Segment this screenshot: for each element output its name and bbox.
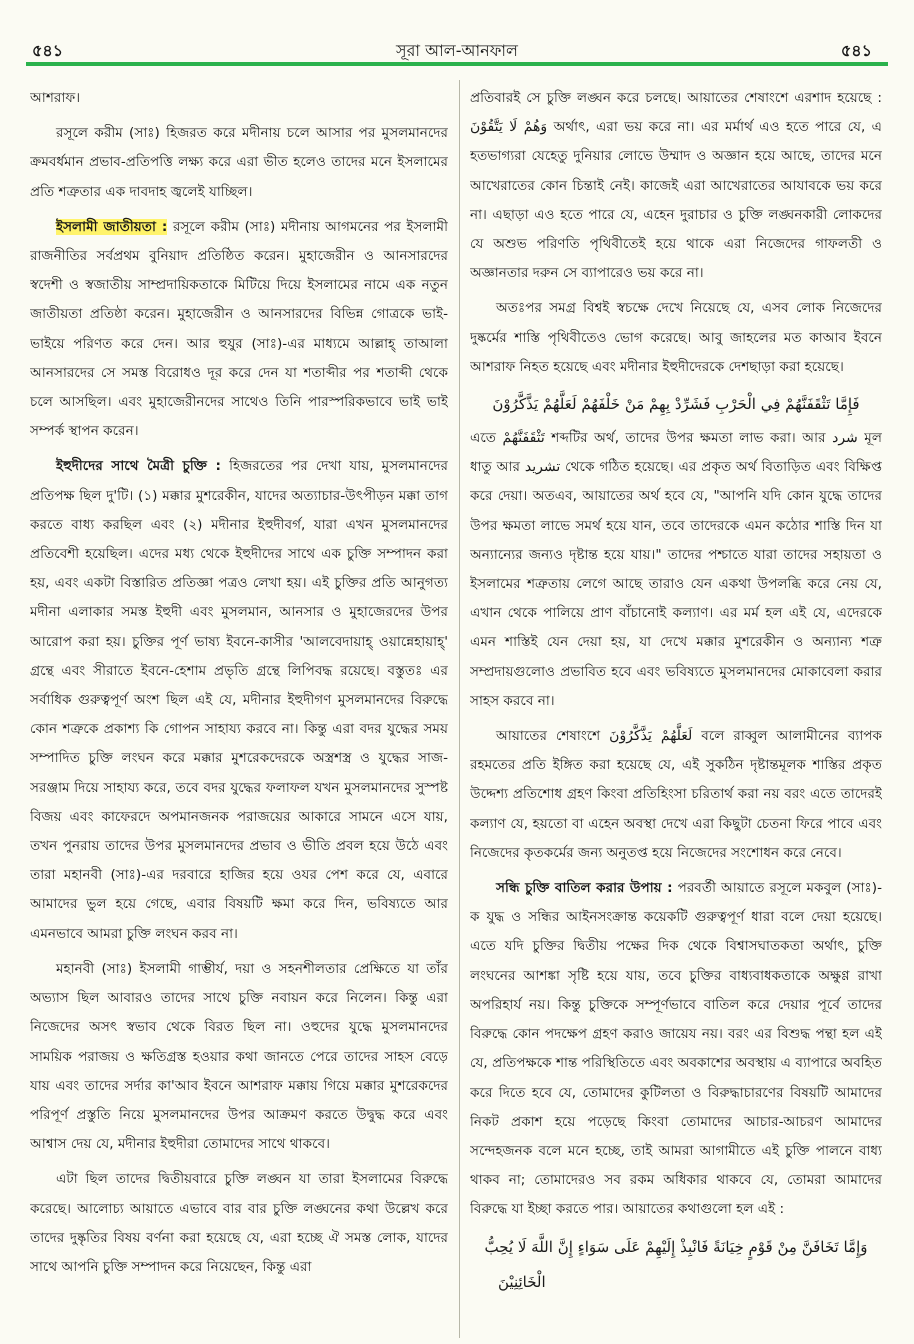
paragraph-text: মূল ধাতু আর: [470, 430, 882, 476]
header-rule: [26, 62, 888, 66]
left-column: [30, 84, 448, 1334]
paragraph-text: আয়াতের শেষাংশে: [496, 728, 601, 745]
quran-verse: وَإِمَّا تَخَافَنَّ مِنْ قَوْمٍ خِيَانَةً فَانْبِذْ إِلَيْهِمْ عَلَى سَوَاءٍ إِنَّ اللَّهَ لَا يُحِبُّ: [484, 1237, 868, 1256]
section-heading: সন্ধি চুক্তি বাতিল করার উপায় :: [496, 880, 673, 897]
paragraph: আশরাফ।: [30, 90, 81, 106]
arabic-phrase: لَعَلَّهُمْ يَذَّكَّرُوْنَ: [609, 728, 693, 745]
quran-verse-end: الْخَائِنِيْنَ: [498, 1272, 546, 1291]
paragraph: [470, 874, 882, 1224]
arabic-word: شرد: [832, 430, 858, 447]
paragraph: [30, 452, 448, 948]
page-header: [0, 0, 914, 62]
paragraph-text: অর্থাৎ, এরা ভয় করে না। এর মর্মার্থ এও হতে পারে যে, এ হতভাগ্যরা যেহেতু দুনিয়ার লোভে উম্মাদ ও অজ্ঞান হয়ে আছে, তাদের মনে আখেরাতের কোন চিন্তাই নেই। কাজেই এরা আখেরাতের আযাবকে ভয় করে না। এছাড়া এও হতে পারে যে, এহেন দুরাচার ও চুক্তি লঙ্ঘনকারী লোকদের যে অশুভ পরিণতি পৃথিবীতেই হয়ে থাকে এরা নিজেদের গাফলতী ও অজ্ঞানতার দরুন সে ব্যাপারেও ভয় করে না।: [470, 119, 882, 282]
paragraph: মহানবী (সাঃ) ইসলামী গাম্ভীর্য, দয়া ও সহনশীলতার প্রেক্ষিতে যা তাঁর অভ্যাস ছিল আবারও তাদের সাথে চুক্তি নবায়ন করে নিলেন। কিন্তু এরা নিজেদের অসৎ স্বভাব থেকে বিরত ছিল না। ওহুদের যুদ্ধে মুসলমানদের সাময়িক পরাজয় ও ক্ষতিগ্রস্ত হওয়ার কথা জানতে পেরে তাদের সাহস বেড়ে যায় এবং তাদের সর্দার কা'আব ইবনে আশরাফ মক্কায় গিয়ে মক্কার মুশরেকদের পরিপূর্ণ প্রস্তুতি নিয়ে মুসলমানদের উপর আক্রমণ করতে উদ্বুদ্ধ করে এবং আশ্বাস দেয় যে, মদীনার ইহুদীরা তোমাদের সাথে থাকবে।: [30, 960, 448, 1153]
paragraph-text: বলে রাব্বুল আলামীনের ব্যাপক রহমতের প্রতি ইঙ্গিত করা হয়েছে যে, এই সুকঠিন দৃষ্টান্তমূলক শাস্তির প্রকৃত উদ্দেশ্য প্রতিশোধ গ্রহণ কিংবা প্রতিহিংসা চরিতার্থ করা নয় বরং এতে তাদেরই কল্যাণ যে, হয়তো বা এহেন অবস্থা দেখে এরা কিছুটা চেতনা ফিরে পাবে এবং নিজেদের কৃতকর্মের জন্য অনুতপ্ত হয়ে নিজেদের সংশোধন করে নেবে।: [470, 728, 882, 861]
paragraph-text: প্রতিবারই সে চুক্তি লঙ্ঘন করে চলছে। আয়াতের শেষাংশে এরশাদ হয়েছে :: [470, 90, 882, 106]
paragraph-text: এতে: [470, 430, 497, 447]
page-number-right: ৫৪১: [840, 41, 872, 60]
page-number-left: ৫৪১: [32, 41, 64, 60]
surah-title: সূরা আল-আনফাল: [396, 41, 518, 60]
right-column: [470, 84, 882, 1334]
arabic-word: تَثْقَفَنَّهُمْ: [502, 430, 545, 447]
paragraph: [470, 84, 882, 288]
paragraph: রসূলে করীম (সাঃ) হিজরত করে মদীনায় চলে আসার পর মুসলমানদের ক্রমবর্ধমান প্রভাব-প্রতিপত্তি লক্ষ্য করে এরা ভীত হলেও তাদের মনে ইসলামের প্রতি শত্রুতার এক দাবদাহ জ্বলেই যাচ্ছিল।: [30, 125, 448, 200]
paragraph-text: রসূলে করীম (সাঃ) মদীনায় আগমনের পর ইসলামী রাজনীতির সর্বপ্রথম বুনিয়াদ প্রতিষ্ঠিত করেন। মুহাজেরীন ও আনসারদের স্বদেশী ও স্বজাতীয় সাম্প্রদায়িকতাকে মিটিয়ে দিয়ে ইসলামের নামে এক নতুন জাতীয়তা প্রতিষ্ঠা করেন। মুহাজেরীন ও আনসারদের বিভিন্ন গোত্রকে ভাই-ভাইয়ে পরিণত করে দেন। আর হুযুর (সাঃ)-এর মাধ্যমে আল্লাহ্ তাআলা আনসারদের সে সমস্ত বিরোধও দূর করে দেন যা শতাব্দীর পর শতাব্দী থেকে চলে আসছিল। এবং মুহাজেরীনদের সাথেও তিনি পারস্পরিকভাবে ভাই ভাই সম্পর্ক স্থাপন করেন।: [30, 218, 448, 440]
paragraph-text: শব্দটির অর্থ, তাদের উপর ক্ষমতা লাভ করা। আর: [551, 430, 826, 447]
column-divider: [459, 80, 460, 1338]
paragraph: অতঃপর সমগ্র বিশ্বই স্বচক্ষে দেখে নিয়েছে যে, এসব লোক নিজেদের দুষ্কর্মের শাস্তি পৃথিবীতেও ভোগ করেছে। আবু জাহলের মত কাআব ইবনে আশরাফ নিহত হয়েছে এবং মদীনার ইহুদীদেরকে দেশছাড়া করা হয়েছে।: [470, 300, 882, 375]
section-heading: ইহুদীদের সাথে মৈত্রী চুক্তি :: [56, 458, 221, 475]
section-heading: ইসলামী জাতীয়তা :: [56, 218, 168, 235]
paragraph: এটা ছিল তাদের দ্বিতীয়বারে চুক্তি লঙ্ঘন যা তারা ইসলামের বিরুদ্ধে করেছে। আলোচ্য আয়াতে এভাবে বার বার চুক্তি লঙ্ঘনের কথা উল্লেখ করে তাদের দুষ্কৃতির বিষয় বর্ণনা করা হয়েছে যে, এরা হচ্ছে ঐ সমস্ত লোক, যাদের সাথে আপনি চুক্তি সম্পাদন করে নিয়েছেন, কিন্তু এরা: [30, 1171, 448, 1275]
paragraph: [470, 424, 882, 716]
arabic-word: تشريد: [524, 459, 561, 476]
arabic-phrase: وَهُمْ لَا يَتَّقُوْنَ: [470, 119, 548, 136]
paragraph-text: থেকে গঠিত হয়েছে। এর প্রকৃত অর্থ বিতাড়িত এবং বিক্ষিপ্ত করে দেয়া। অতএব, আয়াতের অর্থ হবে যে, "আপনি যদি কোন যুদ্ধে তাদের উপর ক্ষমতা লাভে সমর্থ হয়ে যান, তবে তাদেরকে এমন কঠোর শাস্তি দিন যা অন্যান্যের জন্যও দৃষ্টান্ত হয়ে যায়।" তাদের পশ্চাতে যারা তাদের সহায়তা ও ইসলামের শত্রুতায় লেগে আছে তারাও যেন একথা উপলব্ধি করে নেয় যে, এখান থেকে পালিয়ে প্রাণ বাঁচানোই কল্যাণ। এর মর্ম হল এই যে, এদেরকে এমন শাস্তিই যেন দেয়া হয়, যা দেখে মক্কার মুশরেকীন ও অন্যান্য শত্রু সম্প্রদায়গুলোও প্রভাবিত হবে এবং ভবিষ্যতে মুসলমানদের মোকাবেলা করার সাহস করবে না।: [470, 459, 882, 709]
quran-verse: فَإِمَّا تَثْقَفَنَّهُمْ فِي الْحَرْبِ فَشَرِّدْ بِهِمْ مَنْ خَلْفَهُمْ لَعَلَّهُمْ يَذَّكَّرُوْنَ: [492, 395, 860, 414]
paragraph: [30, 213, 448, 447]
paragraph-text: হিজরতের পর দেখা যায়, মুসলমানদের প্রতিপক্ষ ছিল দু'টি। (১) মক্কার মুশরেকীন, যাদের অত্যাচার-উৎপীড়ন মক্কা তাগ করতে বাধ্য করছিল এবং (২) মদীনার ইহুদীবর্গ, যারা এখন মুসলমানদের প্রতিবেশী হয়েছিল। এদের মধ্য থেকে ইহুদীদের সাথে এক চুক্তি সম্পাদন করা হয়, এবং একটা বিস্তারিত প্রতিজ্ঞা পত্রও লেখা হয়। এই চুক্তির প্রতি আনুগত্য মদীনা এলাকার সমস্ত ইহুদী এবং মুসলমান, আনসার ও মুহাজেরদের উপর আরোপ করা হয়। চুক্তির পূর্ণ ভাষ্য ইবনে-কাসীর 'আলবেদায়াহ্ ওয়ান্নেহায়াহ্' গ্রন্থে এবং সীরাতে ইবনে-হেশাম প্রভৃতি গ্রন্থে লিপিবদ্ধ রয়েছে। বস্তুতঃ এর সর্বাধিক গুরুত্বপূর্ণ অংশ ছিল এই যে, মদীনার ইহুদীগণ মুসলমানদের বিরুদ্ধে কোন শত্রুকে প্রকাশ্য কি গোপন সাহায্য করবে না। কিন্তু এরা বদর যুদ্ধের সময় সম্পাদিত চুক্তি লংঘন করে মক্কার মুশরেকদেরকে অস্ত্রশস্ত্র ও যুদ্ধের সাজ-সরঞ্জাম দিয়ে সাহায্য করে, তবে বদর যুদ্ধের ফলাফল যখন মুসলমানদের সুস্পষ্ট বিজয় এবং কাফেরদে অপমানজনক পরাজয়ের আকারে সামনে এসে যায়, তখন পুনরায় তাদের উপর মুসলমানদের প্রভাব ও ভীতি প্রবল হয়ে উঠে এবং তারা মহানবী (সাঃ)-এর দরবারে হাজির হয়ে ওযর পেশ করে যে, এবারে আমাদের ভুল হয়ে গেছে, এবার বিষয়টি ক্ষমা করে দিন, ভবিষ্যতে আর এমনভাবে আমরা চুক্তি লংঘন করব না।: [30, 458, 448, 942]
paragraph: [470, 722, 882, 868]
paragraph-text: পরবর্তী আয়াতে রসূলে মকবুল (সাঃ)-ক যুদ্ধ ও সন্ধির আইনসংক্রান্ত কয়েকটি গুরুত্বপূর্ণ ধারা বলে দেয়া হয়েছে। এতে যদি চুক্তির দ্বিতীয় পক্ষের দিক থেকে বিশ্বাসঘাতকতা অর্থাৎ, চুক্তি লংঘনের আশঙ্কা সৃষ্টি হয়ে যায়, তবে চুক্তির বাধ্যবাধকতাকে অক্ষুণ্ণ রাখা অপরিহার্য নয়। কিন্তু চুক্তিকে সম্পূর্ণভাবে বাতিল করে দেয়ার পূর্বে তাদের বিরুদ্ধে কোন পদক্ষেপ গ্রহণ করাও জায়েয নয়। বরং এর বিশুদ্ধ পন্থা হল এই যে, প্রতিপক্ষকে শান্ত পরিস্থিতিতে এবং অবকাশের অবস্থায় এ ব্যাপারে অবহিত করে দিতে হবে যে, তোমাদের কুটিলতা ও বিরুদ্ধাচারণের বিষয়টি আমাদের নিকট প্রকাশ হয়ে পড়েছে কিংবা তোমাদের আচার-আচরণ আমাদের সন্দেহজনক বলে মনে হচ্ছে, তাই আমরা আগামীতে এই চুক্তি পালনে বাধ্য থাকব না; তোমাদেরও সব রকম অধিকার থাকবে যে, তোমরা আমাদের বিরুদ্ধে যা ইচ্ছা করতে পার। আয়াতের কথাগুলো হল এই :: [470, 880, 882, 1218]
